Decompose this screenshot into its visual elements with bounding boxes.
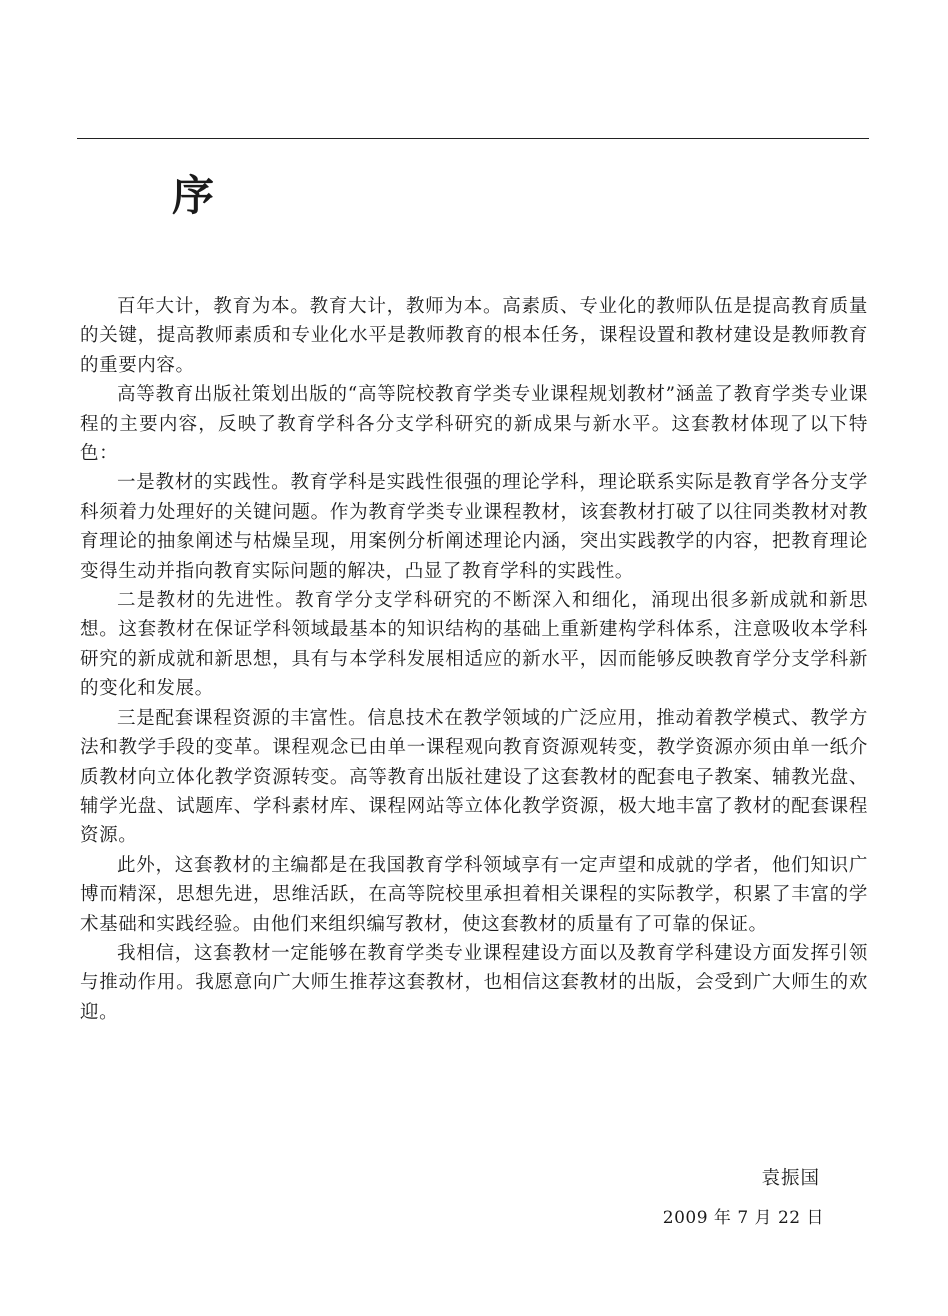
paragraph: 百年大计，教育为本。教育大计，教师为本。高素质、专业化的教师队伍是提高教育质量的关键，提高教师素质和专业化水平是教师教育的根本任务，课程设置和教材建设是教师教育的重要内容。 bbox=[80, 296, 868, 376]
paragraph: 此外，这套教材的主编都是在我国教育学科领域享有一定声望和成就的学者，他们知识广博而精深，思想先进，思维活跃，在高等院校里承担着相关课程的实际教学，积累了丰富的学术基础和实践经验。由他们来组织编写教材，使这套教材的质量有了可靠的保证。 bbox=[80, 854, 868, 935]
paragraph: 我相信，这套教材一定能够在教育学类专业课程建设方面以及教育学科建设方面发挥引领与推动作用。我愿意向广大师生推荐这套教材，也相信这套教材的出版，会受到广大师生的欢迎。 bbox=[80, 942, 868, 1023]
header-rule bbox=[77, 138, 869, 139]
paragraph: 高等教育出版社策划出版的“高等院校教育学类专业课程规划教材”涵盖了教育学类专业课程的主要内容，反映了教育学科各分支学科研究的新成果与新水平。这套教材体现了以下特色： bbox=[80, 384, 868, 465]
paragraph: 一是教材的实践性。教育学科是实践性很强的理论学科，理论联系实际是教育学各分支学科须着力处理好的关键问题。作为教育学类专业课程教材，该套教材打破了以往同类教材对教育理论的抽象阐述与枯燥呈现，用案例分析阐述理论内涵，突出实践教学的内容，把教育理论变得生动并指向教育实际问题的解决，凸显了教育学科的实践性。 bbox=[80, 472, 868, 582]
signature-date: 2009 年 7 月 22 日 bbox=[662, 1208, 824, 1228]
author-signature: 袁振国 bbox=[761, 1168, 820, 1189]
page-title: 序 bbox=[172, 171, 215, 220]
paragraph: 三是配套课程资源的丰富性。信息技术在教学领域的广泛应用，推动着教学模式、教学方法和教学手段的变革。课程观念已由单一课程观向教育资源观转变，教学资源亦须由单一纸介质教材向立体化教学资源转变。高等教育出版社建设了这套教材的配套电子教案、辅教光盘、辅学光盘、试题库、学科素材库、课程网站等立体化教学资源，极大地丰富了教材的配套课程资源。 bbox=[80, 707, 868, 847]
paragraph: 二是教材的先进性。教育学分支学科研究的不断深入和细化，涌现出很多新成就和新思想。这套教材在保证学科领域最基本的知识结构的基础上重新建构学科体系，注意吸收本学科研究的新成就和新思想，具有与本学科发展相适应的新水平，因而能够反映教育学分支学科新的变化和发展。 bbox=[80, 590, 868, 700]
preface-body bbox=[80, 292, 868, 1027]
